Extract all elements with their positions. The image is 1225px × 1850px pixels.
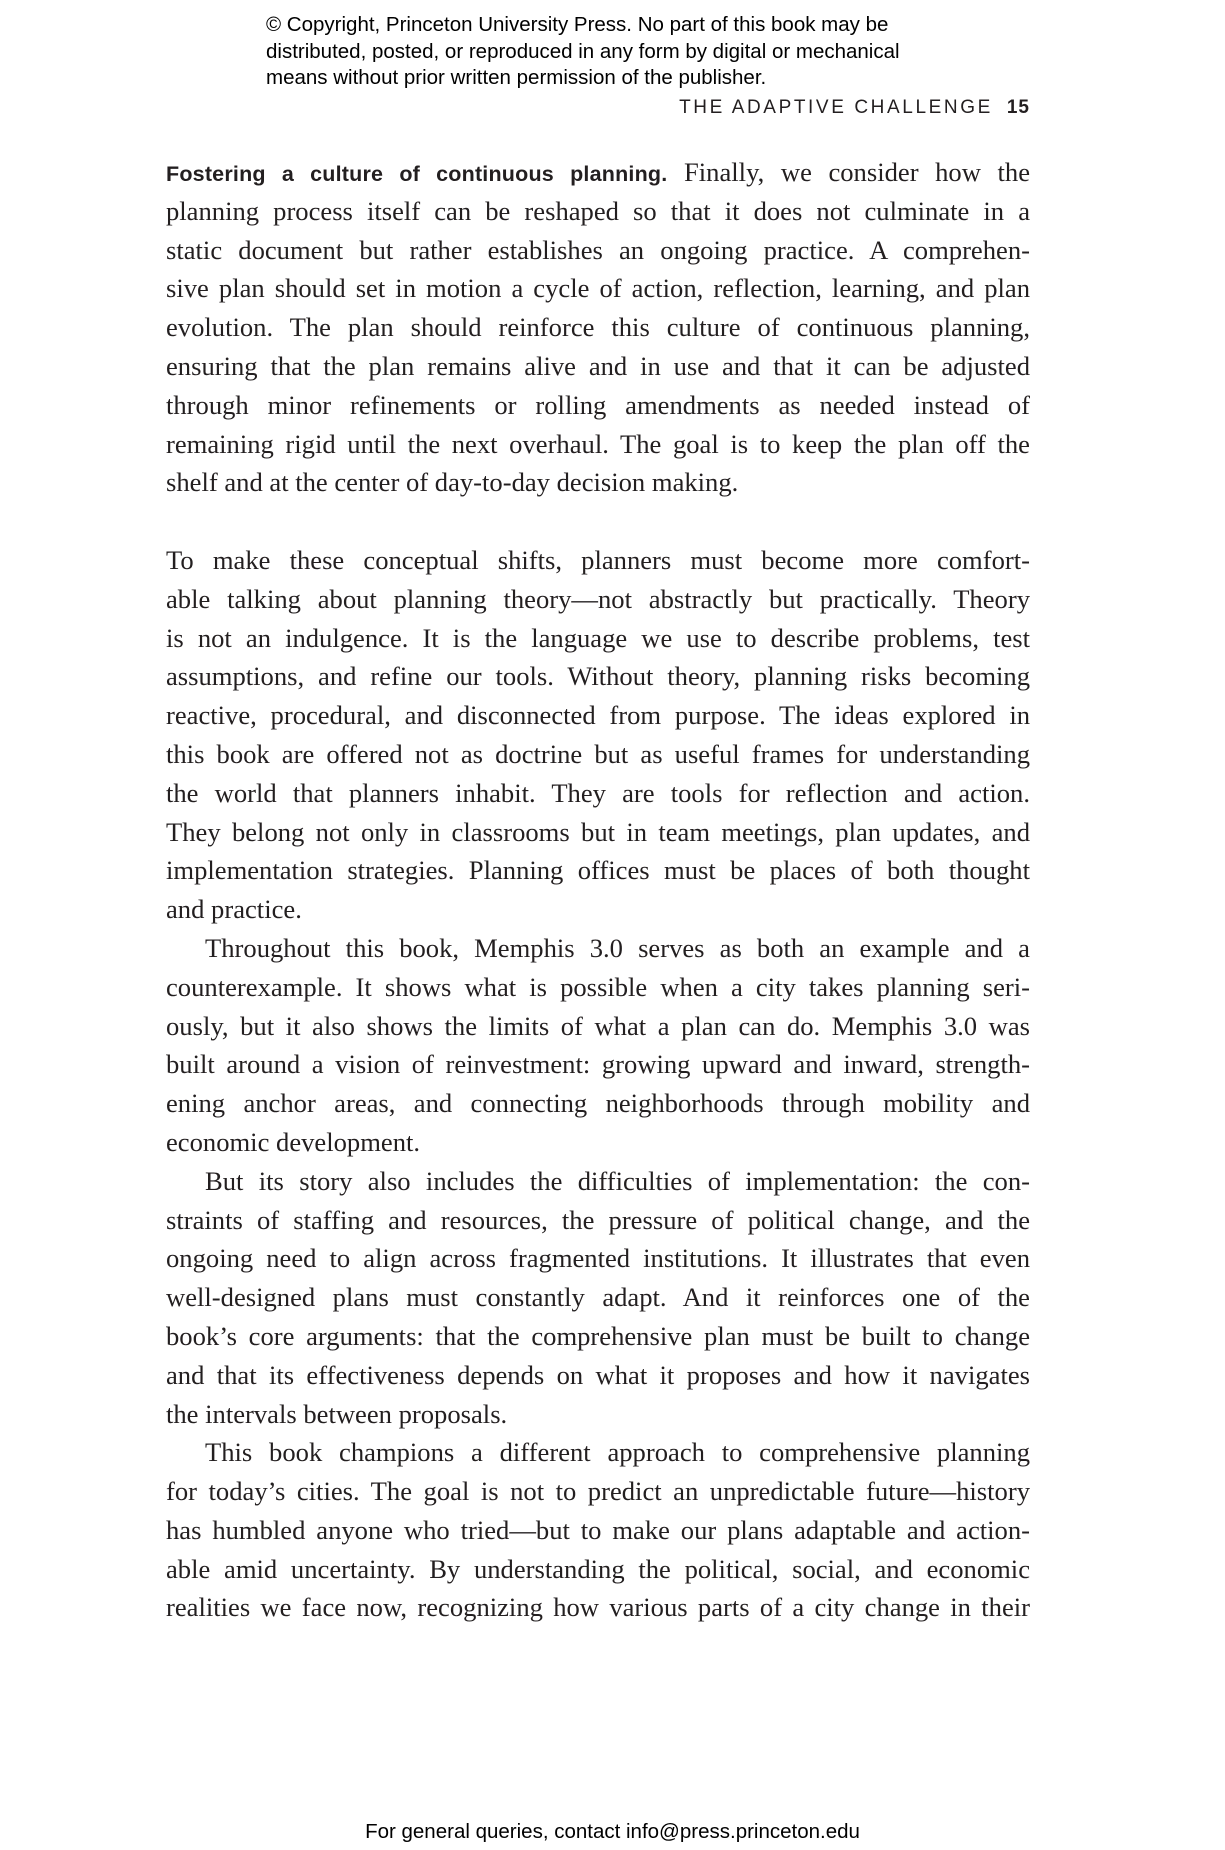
text-line: planning process itself can be reshaped so that it does not culminate in a bbox=[166, 195, 1030, 226]
copyright-notice bbox=[266, 12, 986, 92]
text-line: Throughout this book, Memphis 3.0 serves as both an example and a bbox=[205, 932, 1030, 963]
text-line: is not an indulgence. It is the language we use to describe problems, test bbox=[166, 622, 1030, 653]
text-line: through minor refinements or rolling amendments as needed instead of bbox=[166, 389, 1030, 420]
text-line: assumptions, and refine our tools. Without theory, planning risks becoming bbox=[166, 661, 1030, 692]
text-line: well-designed plans must constantly adapt. And it reinforces one of the bbox=[166, 1282, 1030, 1313]
text-line: static document but rather establishes an ongoing practice. A comprehen- bbox=[166, 234, 1030, 265]
text-line: ensuring that the plan remains alive and in use and that it can be adjusted bbox=[166, 350, 1030, 381]
run-in-heading: Fostering a culture of continuous planning. bbox=[166, 162, 668, 186]
text-line: sive plan should set in motion a cycle of action, reflection, learning, and plan bbox=[166, 273, 1030, 304]
running-head bbox=[560, 97, 1030, 119]
text-line: implementation strategies. Planning offices must be places of both thought bbox=[166, 855, 1030, 886]
text-line: able amid uncertainty. By understanding the political, social, and economic bbox=[166, 1553, 1030, 1584]
text-fragment: Finally, we consider how the bbox=[667, 157, 1031, 187]
text-line: reactive, procedural, and disconnected from purpose. The ideas explored in bbox=[166, 700, 1030, 731]
text-line: for today’s cities. The goal is not to predict an unpredictable future—history bbox=[166, 1476, 1030, 1507]
running-head-title: THE ADAPTIVE CHALLENGE bbox=[679, 97, 993, 118]
body-text bbox=[166, 153, 1030, 1627]
text-line: shelf and at the center of day-to-day decision making. bbox=[166, 467, 739, 498]
footer-contact: For general queries, contact info@press.princeton.edu bbox=[365, 1820, 860, 1843]
text-line: realities we face now, recognizing how various parts of a city change in their bbox=[166, 1592, 1030, 1623]
text-line: economic development. bbox=[166, 1126, 421, 1157]
text-line: This book champions a different approach to comprehensive planning bbox=[205, 1437, 1030, 1468]
text-line: To make these conceptual shifts, planners must become more comfort- bbox=[166, 544, 1030, 575]
text-line: counterexample. It shows what is possible when a city takes planning seri- bbox=[166, 971, 1030, 1002]
text-line: the intervals between proposals. bbox=[166, 1398, 508, 1429]
text-line: ously, but it also shows the limits of what a plan can do. Memphis 3.0 was bbox=[166, 1010, 1030, 1041]
section-gap bbox=[166, 502, 1030, 541]
text-line: this book are offered not as doctrine but as useful frames for understanding bbox=[166, 738, 1030, 769]
text-line: ongoing need to align across fragmented institutions. It illustrates that even bbox=[166, 1243, 1030, 1274]
text-line: and practice. bbox=[166, 894, 302, 925]
text-line: and that its effectiveness depends on what it proposes and how it navigates bbox=[166, 1359, 1030, 1390]
page-number: 15 bbox=[1006, 97, 1030, 118]
text-line: built around a vision of reinvestment: growing upward and inward, strength- bbox=[166, 1049, 1030, 1080]
text-line bbox=[166, 153, 1030, 192]
text-line: has humbled anyone who tried—but to make our plans adaptable and action- bbox=[166, 1514, 1030, 1545]
copyright-line: © Copyright, Princeton University Press. No part of this book may be bbox=[266, 13, 889, 36]
copyright-line: distributed, posted, or reproduced in any form by digital or mechanical bbox=[266, 39, 900, 63]
text-line: They belong not only in classrooms but in team meetings, plan updates, and bbox=[166, 816, 1030, 847]
text-line: straints of staffing and resources, the pressure of political change, and the bbox=[166, 1204, 1030, 1235]
text-line: But its story also includes the difficulties of implementation: the con- bbox=[205, 1165, 1030, 1196]
copyright-line: means without prior written permission of the publisher. bbox=[266, 66, 767, 89]
text-line: able talking about planning theory—not abstractly but practically. Theory bbox=[166, 583, 1030, 614]
text-line: remaining rigid until the next overhaul. The goal is to keep the plan off the bbox=[166, 428, 1030, 459]
text-line: ening anchor areas, and connecting neighborhoods through mobility and bbox=[166, 1088, 1030, 1119]
text-line: the world that planners inhabit. They are tools for reflection and action. bbox=[166, 777, 1030, 808]
text-line: book’s core arguments: that the comprehensive plan must be built to change bbox=[166, 1320, 1030, 1351]
text-line: evolution. The plan should reinforce this culture of continuous planning, bbox=[166, 312, 1030, 343]
